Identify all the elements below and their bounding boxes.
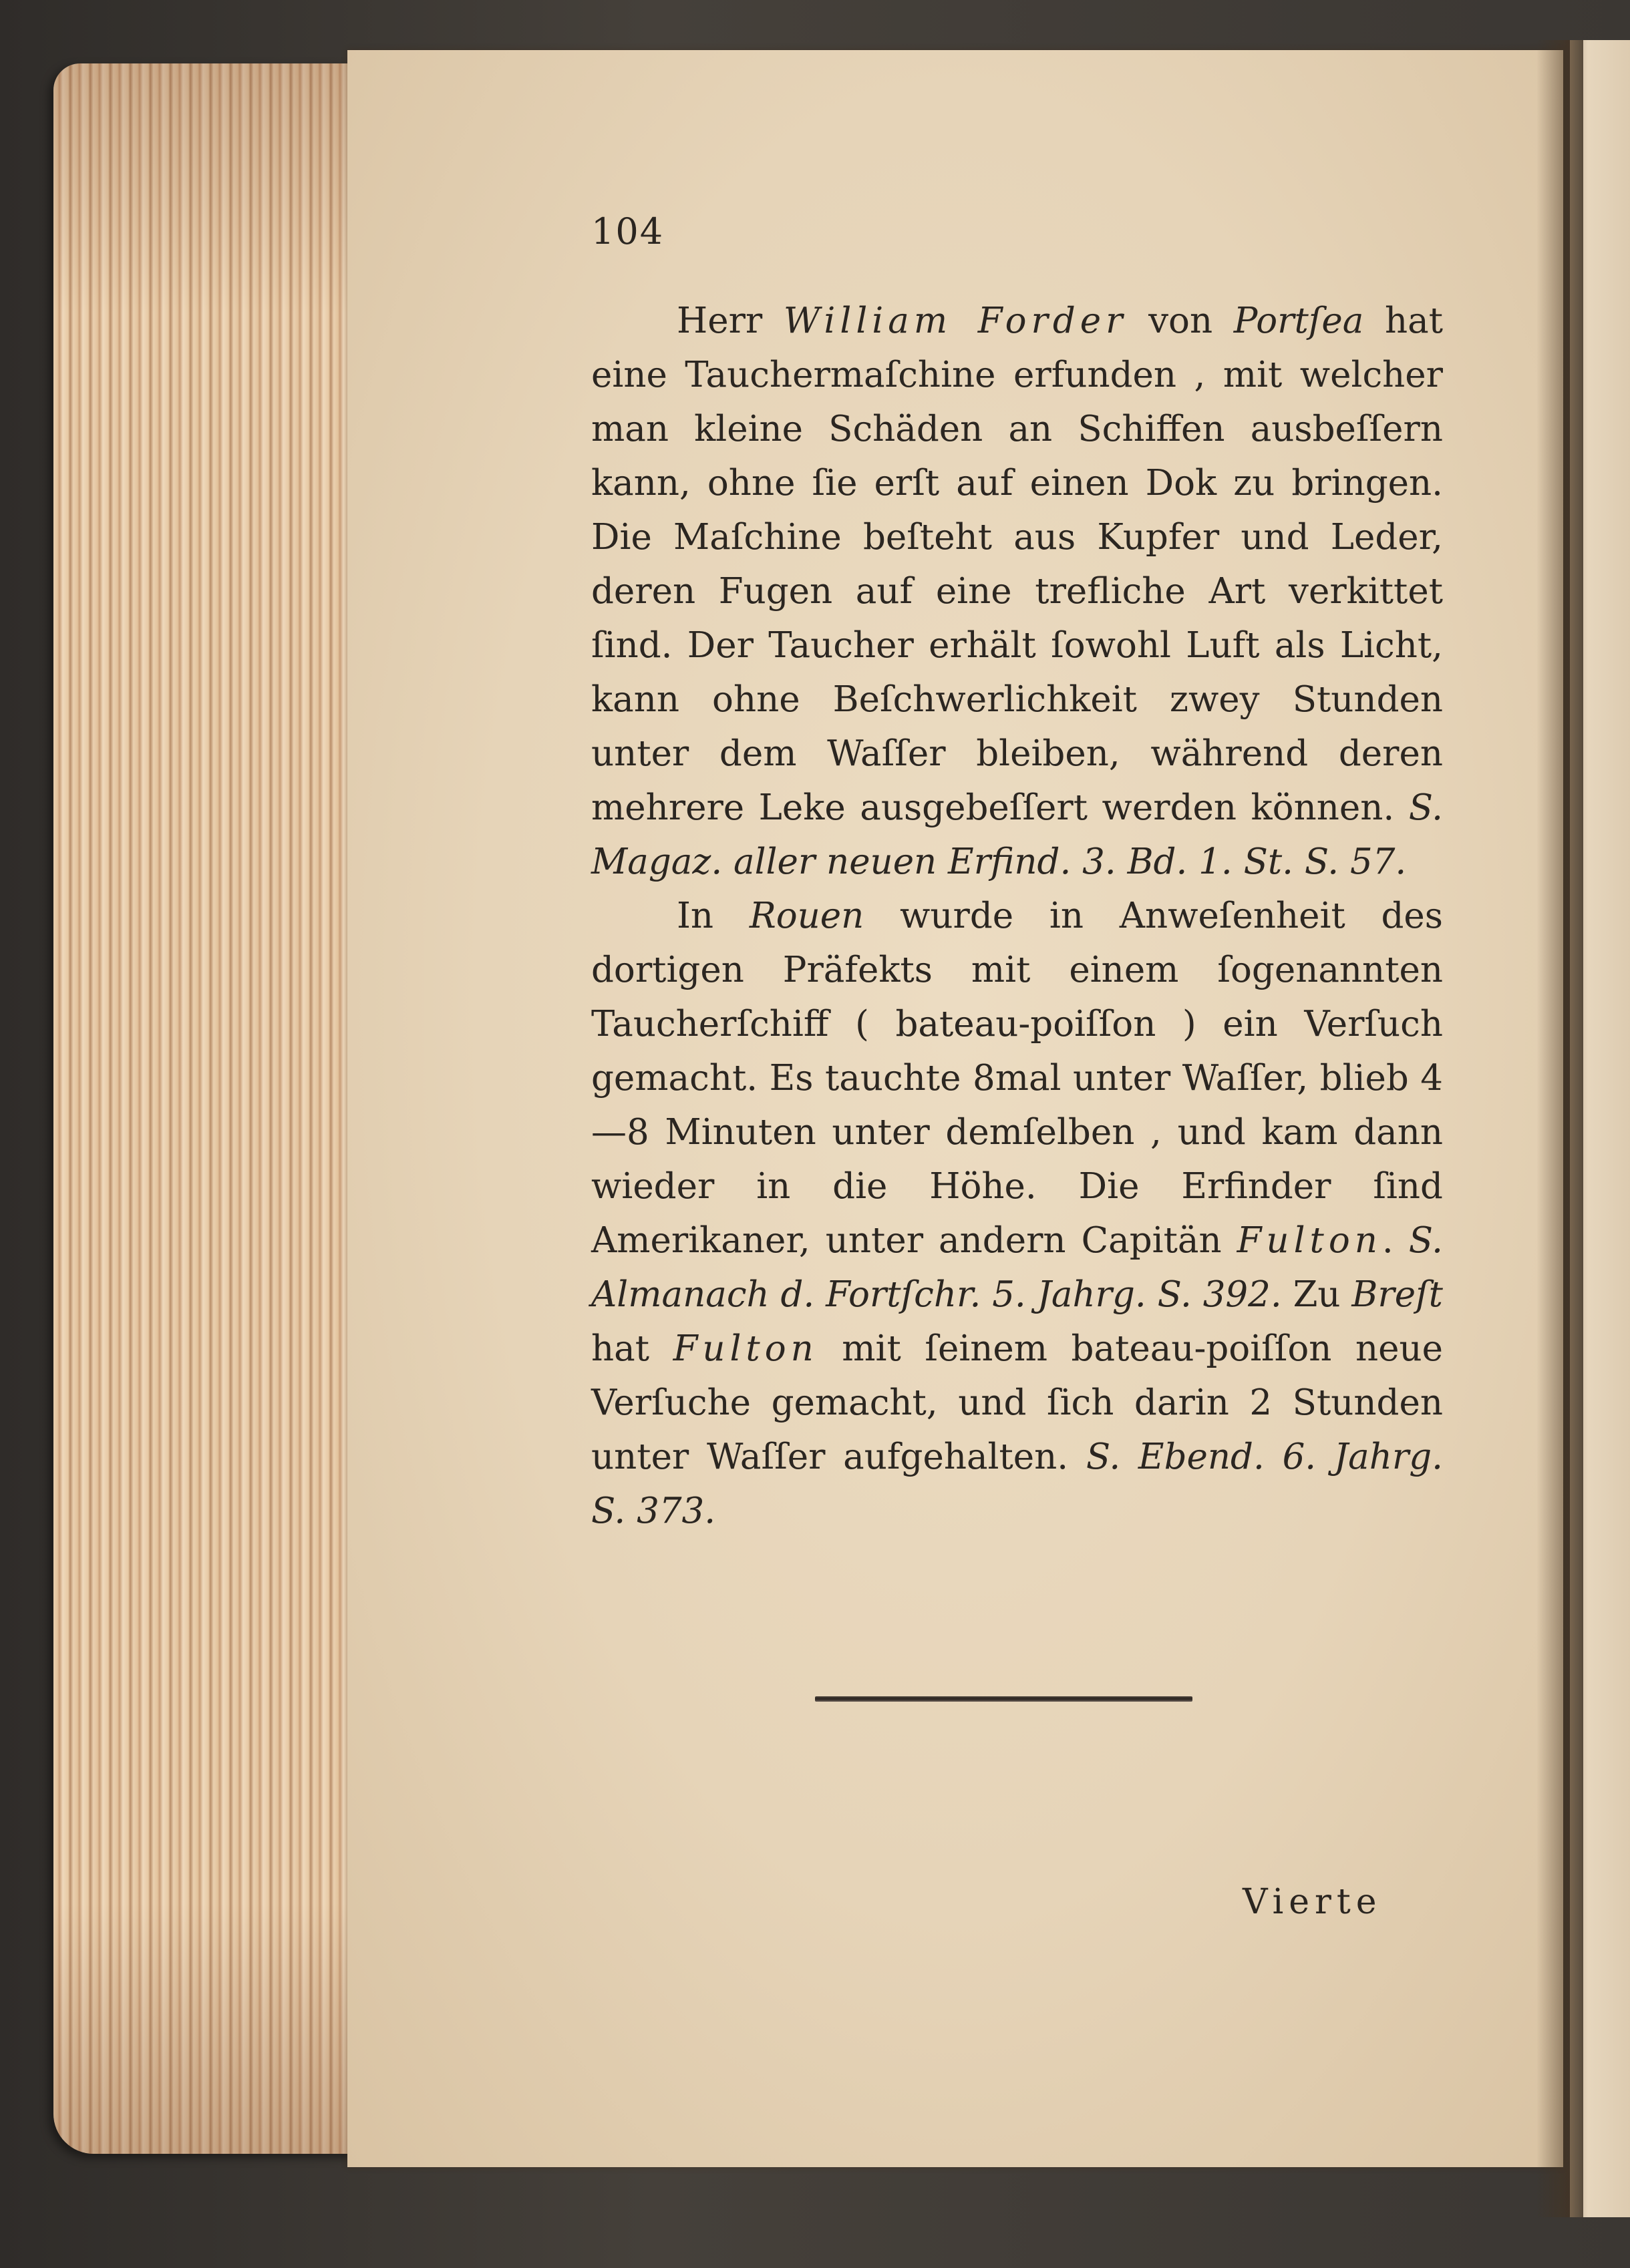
place-name: Portſea	[1233, 301, 1364, 341]
spine-shadow	[1536, 40, 1583, 2217]
text-run: von	[1127, 301, 1234, 341]
text-run: wurde in Anweſenheit des dortigen Präfekts mit einem ſogenannten Taucherſchiff ( bateau-poiſſon ) ein Verſuch gemacht. Es tauchte 8mal unter Waſſer, blieb 4—8 Minuten unter demſelben , und kam dann wieder in die Höhe. Die Erfinder ſind Amerikaner, unter andern Capitän	[591, 896, 1443, 1261]
place-name: Rouen	[749, 896, 864, 936]
text-run: Zu	[1281, 1274, 1352, 1315]
body-text	[591, 294, 1443, 1538]
person-name: Fulton	[673, 1328, 818, 1369]
page-number: 104	[591, 210, 665, 252]
text-run: In	[677, 896, 750, 936]
text-run: hat	[591, 1328, 673, 1369]
section-divider-rule	[815, 1696, 1192, 1702]
place-name: Breſt	[1351, 1274, 1443, 1315]
text-run: Herr	[677, 301, 784, 341]
citation: S. Almanach d. Fortſchr. 5. Jahrg. S. 392.	[591, 1220, 1444, 1315]
paragraph-diving-machine	[591, 294, 1443, 889]
paragraph-diving-ship	[591, 889, 1443, 1538]
person-name: Fulton	[1237, 1220, 1382, 1261]
text-run: hat eine Tauchermaſchine erfunden , mit welcher man kleine Schäden an Schiffen ausbeſſern kann, ohne ſie erſt auf einen Dok zu bringen. Die Maſchine beſteht aus Kupfer und Leder, deren Fugen auf eine trefliche Art verkittet ſind. Der Taucher erhält ſowohl Luft als Licht, kann ohne Beſchwerlichkeit zwey Stunden unter dem Waſſer bleiben, während deren mehrere Leke ausgebeſſert werden können.	[591, 301, 1443, 828]
catchword: Vierte	[1243, 1882, 1382, 1922]
person-name: William Forder	[783, 301, 1128, 341]
citation: S. Magaz. aller neuen Erfind. 3. Bd. 1. St. S. 57.	[591, 787, 1443, 882]
text-run: mit ſeinem bateau-poiſſon neue Verſuche gemacht, und ſich darin 2 Stunden unter Waſſer aufgehalten.	[591, 1328, 1443, 1477]
book-page-edges	[53, 63, 361, 2154]
citation: S. Ebend. 6. Jahrg. S. 373.	[591, 1437, 1443, 1531]
text-run: .	[1381, 1220, 1409, 1261]
